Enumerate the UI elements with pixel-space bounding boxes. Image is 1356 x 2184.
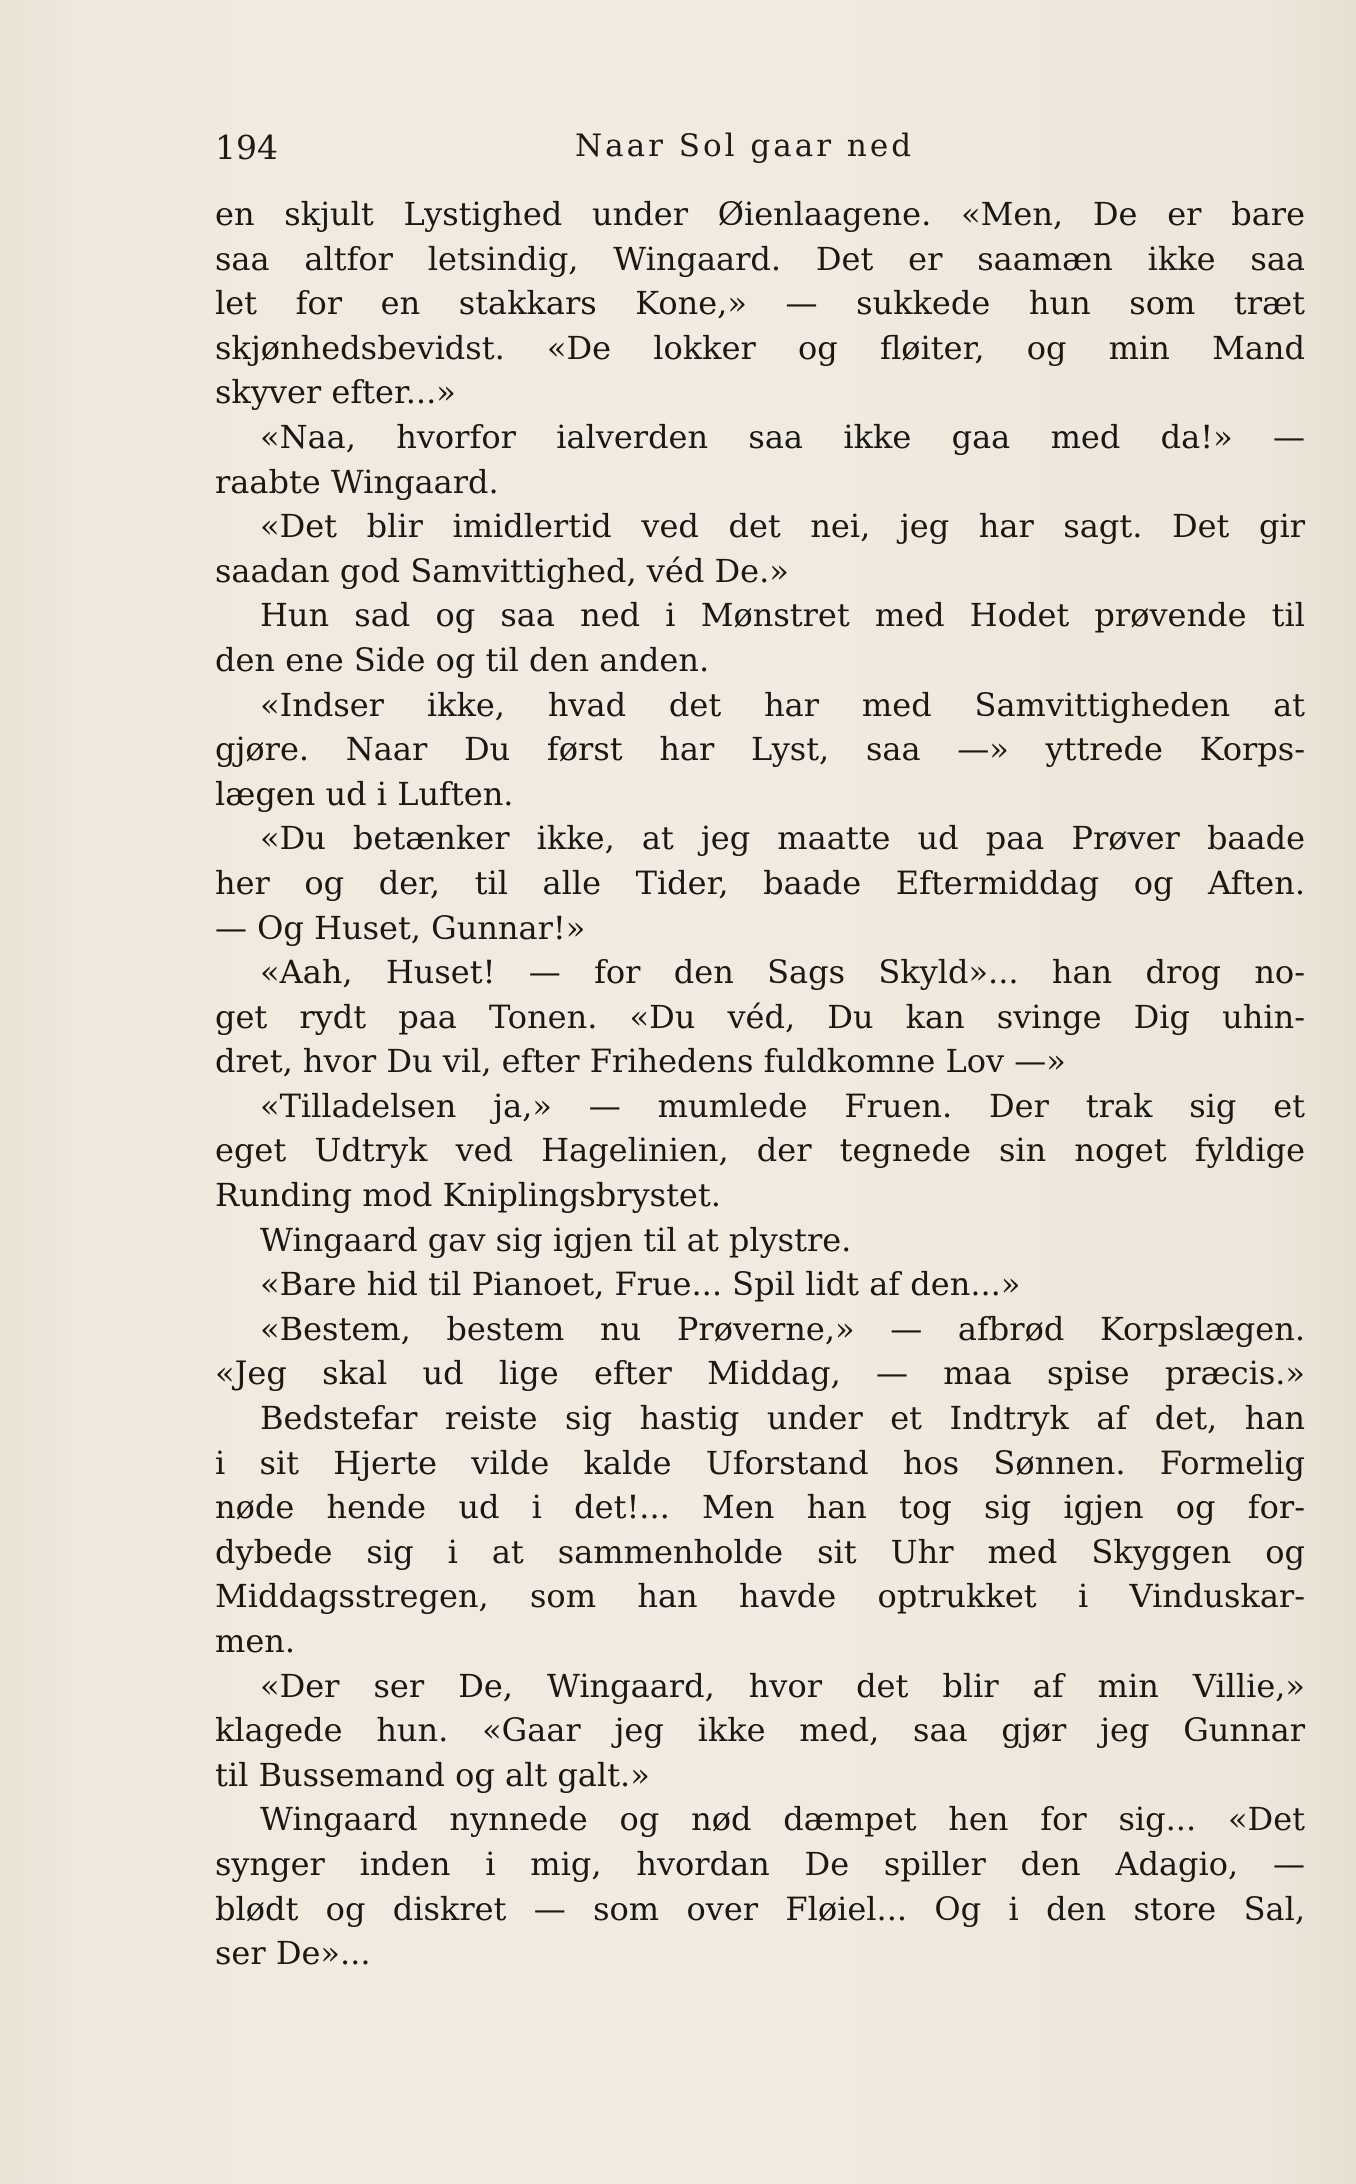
text-line: den ene Side og til den anden. xyxy=(215,640,710,679)
text-line: Wingaard nynnede og nød dæmpet hen for sig... «Det xyxy=(260,1800,1305,1839)
text-line: «Jeg skal ud lige efter Middag, — maa spise præcis.» xyxy=(215,1354,1305,1393)
text-line: ser De»... xyxy=(215,1934,371,1973)
text-line: lægen ud i Luften. xyxy=(215,774,514,813)
text-line: eget Udtryk ved Hagelinien, der tegnede sin noget fyldige xyxy=(215,1131,1305,1170)
running-title: Naar Sol gaar ned xyxy=(575,128,915,164)
text-line: Bedstefar reiste sig hastig under et Indtryk af det, han xyxy=(260,1399,1305,1438)
text-line: Hun sad og saa ned i Mønstret med Hodet prøvende til xyxy=(260,596,1305,635)
text-line: «Naa, hvorfor ialverden saa ikke gaa med da!» — xyxy=(260,417,1305,456)
text-line: «Der ser De, Wingaard, hvor det blir af min Villie,» xyxy=(260,1666,1305,1705)
text-line: Wingaard gav sig igjen til at plystre. xyxy=(260,1220,852,1259)
text-line: «Du betænker ikke, at jeg maatte ud paa Prøver baade xyxy=(260,819,1305,858)
text-line: blødt og diskret — som over Fløiel... Og i den store Sal, xyxy=(215,1889,1305,1928)
text-line: dybede sig i at sammenholde sit Uhr med Skyggen og xyxy=(215,1532,1305,1571)
text-line: Middagsstregen, som han havde optrukket i Vinduskar- xyxy=(215,1577,1305,1616)
running-head xyxy=(215,120,1305,170)
text-line: saa altfor letsindig, Wingaard. Det er saamæn ikke saa xyxy=(215,239,1305,278)
text-line: til Bussemand og alt galt.» xyxy=(215,1755,650,1794)
text-line: her og der, til alle Tider, baade Eftermiddag og Aften. xyxy=(215,863,1305,902)
text-line: «Tilladelsen ja,» — mumlede Fruen. Der trak sig et xyxy=(260,1086,1305,1125)
page-number: 194 xyxy=(215,128,278,167)
text-line: raabte Wingaard. xyxy=(215,462,499,501)
text-line: gjøre. Naar Du først har Lyst, saa —» yttrede Korps- xyxy=(215,730,1305,769)
text-line: let for en stakkars Kone,» — sukkede hun som træt xyxy=(215,284,1305,323)
text-line: dret, hvor Du vil, efter Frihedens fuldkomne Lov —» xyxy=(215,1042,1066,1081)
text-line: «Det blir imidlertid ved det nei, jeg har sagt. Det gir xyxy=(260,507,1305,546)
text-line: «Indser ikke, hvad det har med Samvittigheden at xyxy=(260,685,1305,724)
body-text xyxy=(215,192,1305,1976)
text-line: saadan god Samvittighed, véd De.» xyxy=(215,551,789,590)
text-line: «Bestem, bestem nu Prøverne,» — afbrød Korpslægen. xyxy=(260,1309,1305,1348)
text-line: Runding mod Kniplingsbrystet. xyxy=(215,1176,721,1215)
text-line: get rydt paa Tonen. «Du véd, Du kan svinge Dig uhin- xyxy=(215,997,1305,1036)
text-line: en skjult Lystighed under Øienlaagene. «Men, De er bare xyxy=(215,195,1305,233)
text-line: klagede hun. «Gaar jeg ikke med, saa gjør jeg Gunnar xyxy=(215,1711,1305,1750)
text-line: skyver efter...» xyxy=(215,373,456,412)
text-line: synger inden i mig, hvordan De spiller den Adagio, — xyxy=(215,1844,1305,1883)
text-line: «Aah, Huset! — for den Sags Skyld»... han drog no- xyxy=(260,953,1305,992)
text-line: nøde hende ud i det!... Men han tog sig igjen og for- xyxy=(215,1488,1305,1527)
text-line: skjønhedsbevidst. «De lokker og fløiter, og min Mand xyxy=(215,328,1305,367)
text-line: «Bare hid til Pianoet, Frue... Spil lidt af den...» xyxy=(260,1265,1021,1304)
text-line: i sit Hjerte vilde kalde Uforstand hos Sønnen. Formelig xyxy=(215,1443,1305,1482)
text-line: — Og Huset, Gunnar!» xyxy=(215,908,586,947)
text-line: men. xyxy=(215,1622,296,1660)
page-content xyxy=(215,120,1305,1976)
